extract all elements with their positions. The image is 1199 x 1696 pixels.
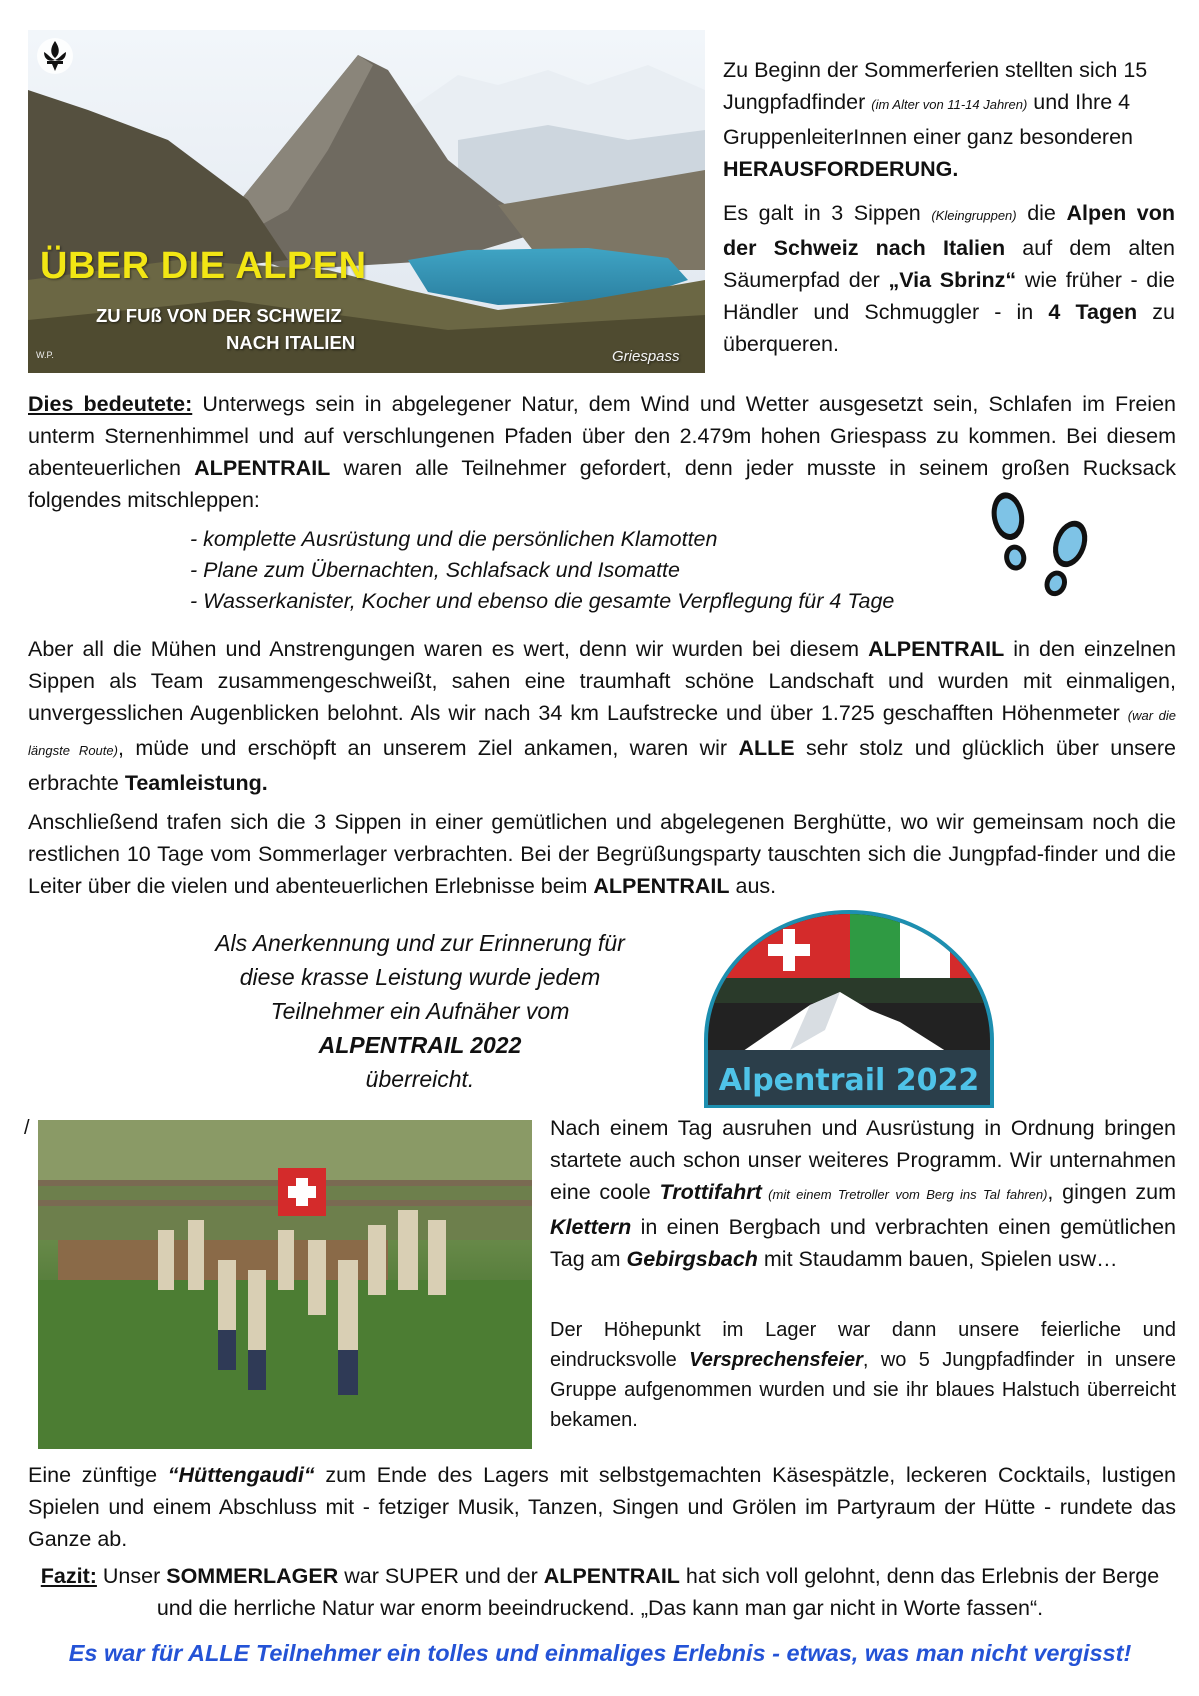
hero-credit: W.P.: [36, 350, 54, 360]
body-paragraph-programm: Nach einem Tag ausruhen und Ausrüstung in Ordnung bringen startete auch schon unser weiteres Programm. Wir unternahmen eine coole Trottifahrt (mit einem Tretroller vom Berg ins Tal fahren), gingen zum Klettern in einen Bergbach und verbrachten einen gemütlichen Tag am Gebirgsbach mit Staudamm bauen, Spielen usw…: [550, 1116, 1176, 1271]
list-item: - komplette Ausrüstung und die persönlichen Klamotten: [190, 527, 718, 551]
footprints-icon: [985, 488, 1095, 608]
intro-column: [723, 54, 1175, 360]
hero-subtitle-line2: NACH ITALIEN: [226, 332, 356, 353]
body-paragraph-huettengaudi: Eine zünftige “Hüttengaudi“ zum Ende des Lagers mit selbstgemachten Käsespätzle, leckeren Cocktails, lustigen Spielen und einem Abschluss mit - fetziger Musik, Tanzen, Singen und Grölen im Partyraum der Hütte - rundete das Ganze ab.: [28, 1463, 1176, 1551]
alpentrail-patch-badge: [700, 910, 998, 1110]
patch-quote: Als Anerkennung und zur Erinnerung für diese krasse Leistung wurde jedem Teilnehmer ein Aufnäher vom ALPENTRAIL 2022 überreicht.: [215, 930, 625, 1092]
fazit-paragraph: Fazit: Unser SOMMERLAGER war SUPER und der ALPENTRAIL hat sich voll gelohnt, denn das Erlebnis der Berge und die herrliche Natur war enorm beeindruckend. „Das kann man gar nicht in Worte fassen“.: [40, 1564, 1160, 1620]
body-paragraph-berghuette: Anschließend trafen sich die 3 Sippen in einer gemütlichen und abgelegenen Berghütte, wo wir gemeinsam noch die restlichen 10 Tage vom Sommerlager verbrachten. Bei der Begrüßungsparty tauschten sich die Jungpfad-finder und die Leiter über die vielen und abenteuerlichen Erlebnisse beim ALPENTRAIL aus.: [28, 810, 1176, 898]
closing-statement: Es war für ALLE Teilnehmer ein tolles und einmaliges Erlebnis - etwas, was man nicht vergisst!: [68, 1640, 1132, 1666]
hero-photo: [28, 30, 705, 373]
intro-paragraph-2: Es galt in 3 Sippen (Kleingruppen) die Alpen von der Schweiz nach Italien auf dem alten Säumerpfad der „Via Sbrinz“ wie früher - die Händler und Schmuggler - in 4 Tagen zu überqueren.: [723, 201, 1176, 356]
packing-list: [190, 524, 894, 617]
patch-text: Alpentrail 2022: [718, 1063, 980, 1098]
scout-group-image: [38, 1120, 532, 1449]
stray-slash: /: [24, 1117, 30, 1139]
list-item: - Plane zum Übernachten, Schlafsack und Isomatte: [190, 558, 680, 582]
hero-subtitle-line1: ZU FUß VON DER SCHWEIZ: [96, 305, 342, 326]
body-paragraph-dies-bedeutete: Dies bedeutete: Unterwegs sein in abgelegener Natur, dem Wind und Wetter ausgesetzt sein, Schlafen im Freien unterm Sternenhimmel und auf verschlungenen Pfaden über den 2.479m hohen Griespass zu kommen. Bei diesem abenteuerlichen ALPENTRAIL waren alle Teilnehmer gefordert, denn jeder musste in seinem großen Rucksack folgendes mitschleppen:: [28, 392, 1176, 512]
intro-paragraph-1: Zu Beginn der Sommerferien stellten sich 15 Jungpfadfinder (im Alter von 11-14 Jahren) und Ihre 4 GruppenleiterInnen einer ganz besonderen HERAUSFORDERUNG.: [723, 58, 1148, 181]
list-item: - Wasserkanister, Kocher und ebenso die gesamte Verpflegung für 4 Tage: [190, 589, 895, 613]
body-paragraph-muehen: Aber all die Mühen und Anstrengungen waren es wert, denn wir wurden bei diesem ALPENTRAIL in den einzelnen Sippen als Team zusammengeschweißt, sahen eine traumhaft schöne Landschaft und wurden mit einmaligen, unvergesslichen Augenblicken belohnt. Als wir nach 34 km Laufstrecke und über 1.725 geschafften Höhenmeter (war die längste Route), müde und erschöpft an unserem Ziel ankamen, waren wir ALLE sehr stolz und glücklich über unsere erbrachte Teamleistung.: [28, 637, 1177, 795]
hero-title: ÜBER DIE ALPEN: [40, 245, 367, 287]
scout-lily-icon: [36, 36, 74, 76]
group-photo: [38, 1120, 532, 1449]
hero-caption: Griespass: [612, 348, 680, 365]
body-paragraph-versprechensfeier: Der Höhepunkt im Lager war dann unsere feierliche und eindrucksvolle Versprechensfeier, wo 5 Jungpfadfinder in unsere Gruppe aufgenommen wurden und sie ihr blaues Halstuch überreicht bekamen.: [550, 1319, 1176, 1431]
